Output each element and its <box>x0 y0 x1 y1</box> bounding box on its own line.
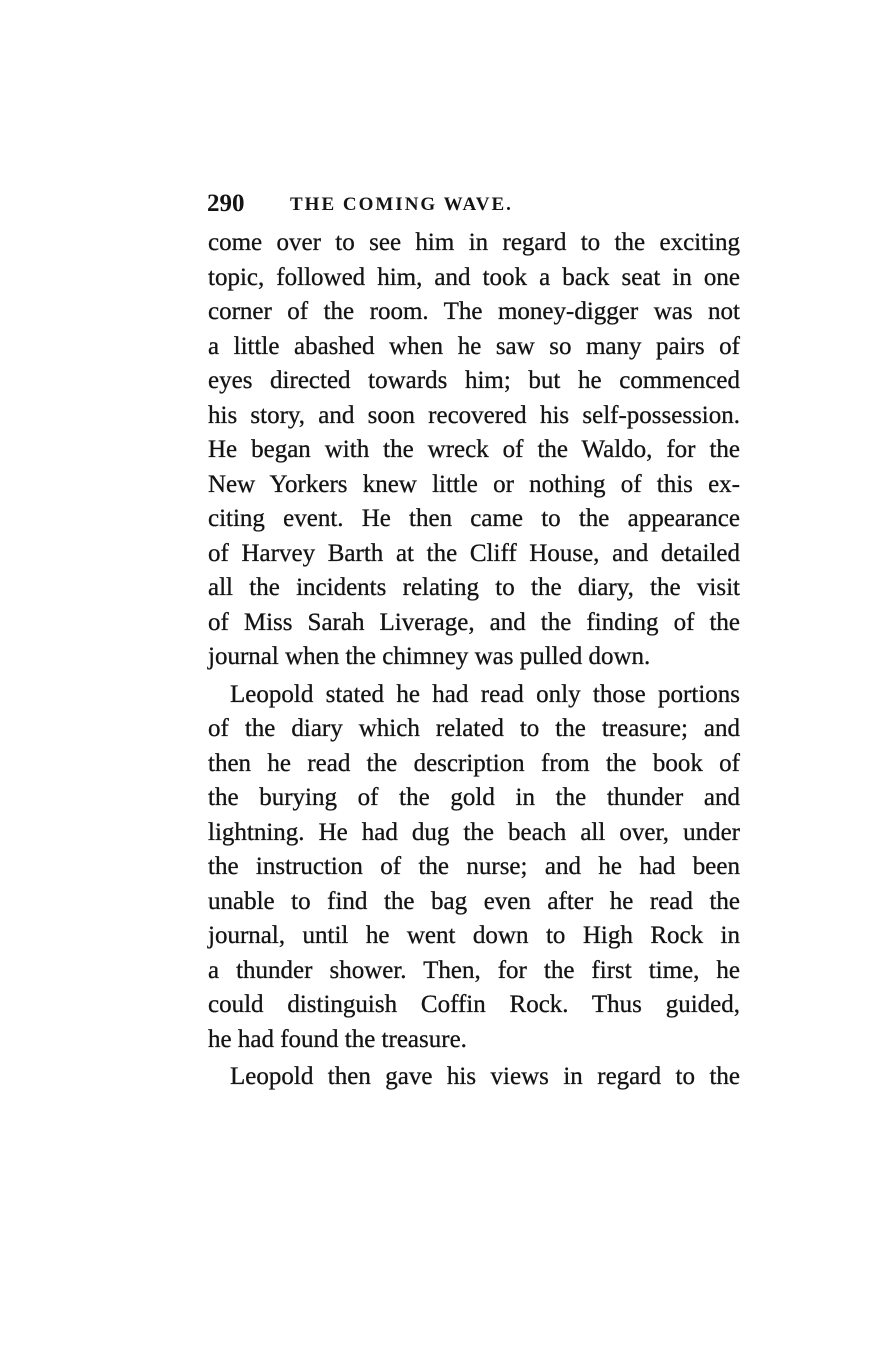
text-line: corner of the room. The money-digger was not <box>208 298 740 325</box>
text-line: a thunder shower. Then, for the first time, he <box>208 956 740 984</box>
text-line: journal, until he went down to High Rock in <box>208 922 740 949</box>
text-line: all the incidents relating to the diary, the visit <box>208 574 740 601</box>
paragraph <box>208 226 740 675</box>
text-line: of Miss Sarah Liverage, and the finding of the <box>208 608 740 636</box>
text-line: unable to find the bag even after he read the <box>208 887 740 915</box>
text-line: of the diary which related to the treasure; and <box>208 715 740 742</box>
text-line: journal when the chimney was pulled down. <box>208 643 651 670</box>
running-header <box>207 190 740 220</box>
page-body <box>208 226 740 1095</box>
text-line: come over to see him in regard to the exciting <box>208 229 740 256</box>
text-line: He began with the wreck of the Waldo, for the <box>208 436 740 463</box>
paragraph <box>208 678 740 1058</box>
text-line: of Harvey Barth at the Cliff House, and detailed <box>208 539 740 567</box>
text-line: citing event. He then came to the appearance <box>208 505 740 532</box>
text-line: he had found the treasure. <box>208 1025 467 1053</box>
text-line: then he read the description from the book of <box>208 749 740 777</box>
text-line: a little abashed when he saw so many pairs of <box>208 332 740 360</box>
text-line: topic, followed him, and took a back seat in one <box>208 263 740 291</box>
page-number: 290 <box>207 190 245 217</box>
text-line: New Yorkers knew little or nothing of this ex- <box>208 470 740 498</box>
text-line: the burying of the gold in the thunder and <box>208 784 740 811</box>
text-line: lightning. He had dug the beach all over, under <box>208 818 740 846</box>
paragraph <box>208 1060 740 1095</box>
text-line: could distinguish Coffin Rock. Thus guided, <box>208 991 740 1018</box>
text-line: eyes directed towards him; but he commenced <box>208 367 740 394</box>
text-line: Leopold stated he had read only those portions <box>230 680 740 708</box>
text-line: Leopold then gave his views in regard to the <box>230 1063 740 1090</box>
running-title: THE COMING WAVE. <box>290 194 513 215</box>
text-line: the instruction of the nurse; and he had been <box>208 853 740 880</box>
text-line: his story, and soon recovered his self-possession. <box>208 401 740 429</box>
